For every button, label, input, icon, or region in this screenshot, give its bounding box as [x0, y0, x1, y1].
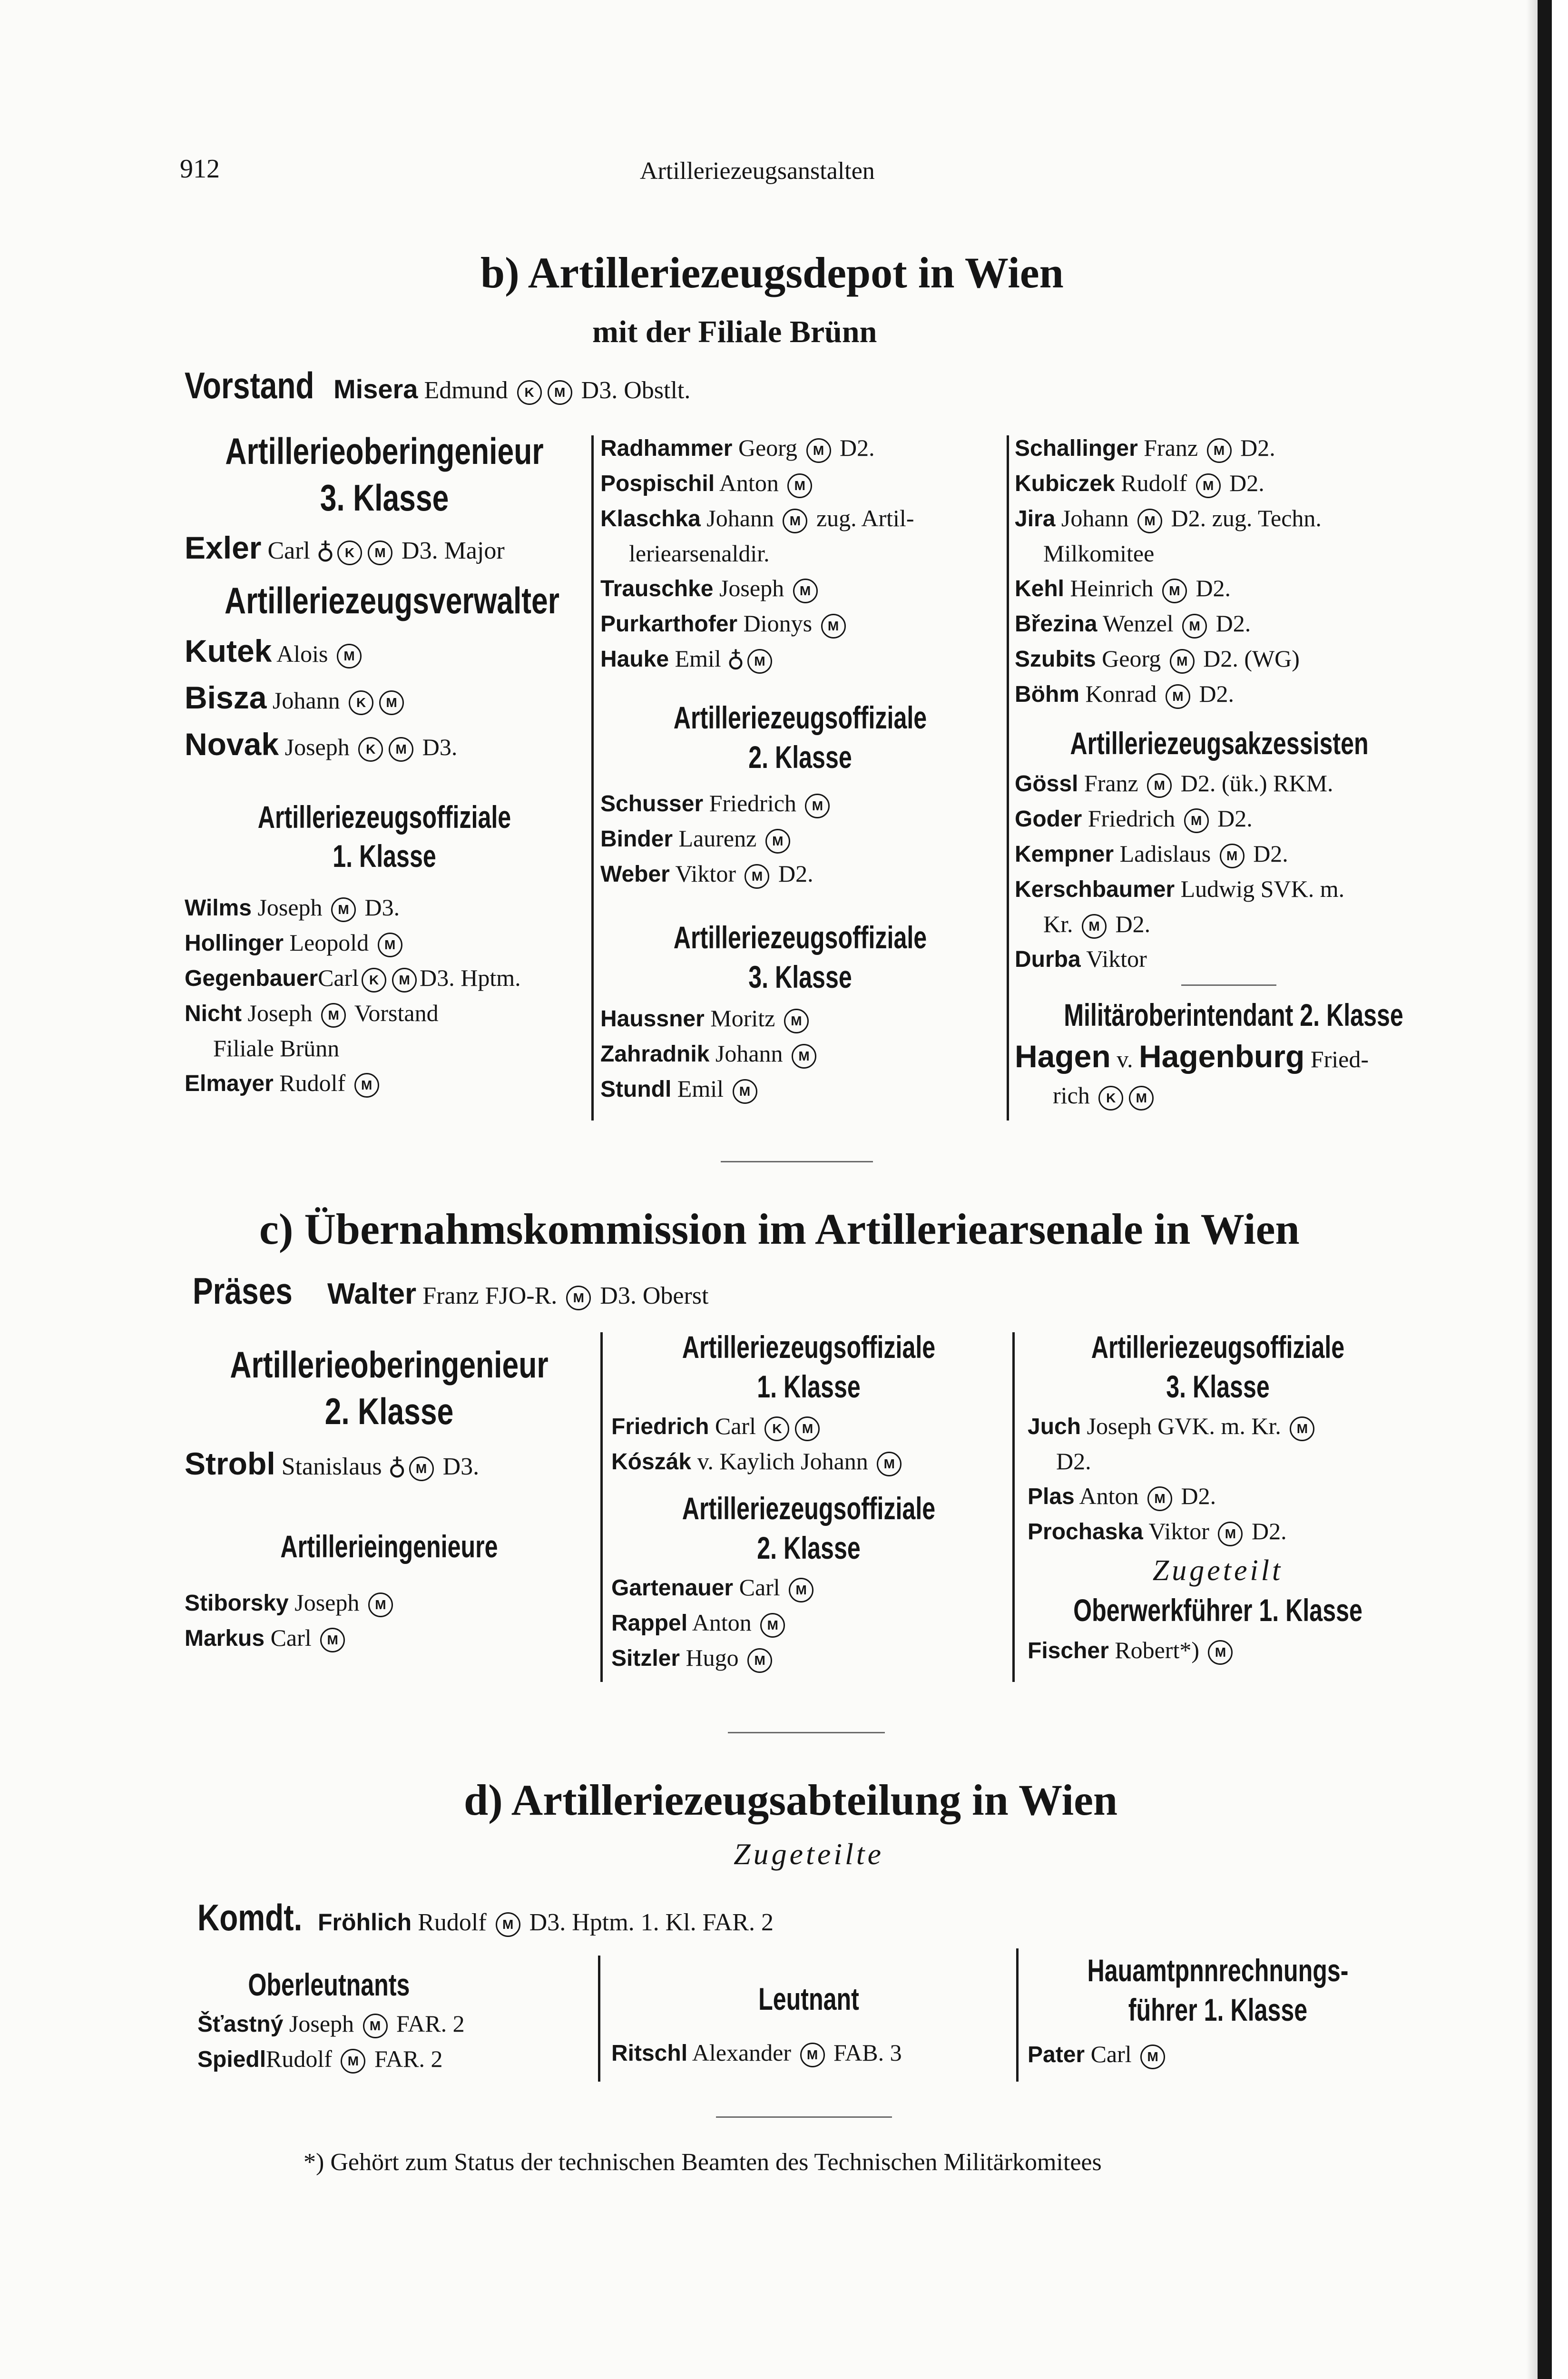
list-item: Kubiczek Rudolf M D2. [1015, 466, 1424, 501]
category-heading: Leutnant [758, 1981, 859, 2016]
m-icon: M [331, 897, 356, 922]
list-item: Rappel Anton M [611, 1605, 1006, 1641]
list-item: Exler Carl ♁ K M D3. Major [185, 530, 505, 565]
category-heading: Artilleriezeugsverwalter [225, 580, 560, 621]
m-icon: M [378, 933, 402, 957]
m-icon: M [783, 509, 807, 533]
m-icon: M [1182, 614, 1207, 639]
m-icon: M [363, 2014, 388, 2038]
list-item: Kerschbaumer Ludwig SVK. m. [1015, 875, 1345, 902]
list-item: Durba Viktor [1015, 945, 1147, 972]
m-icon: M [1170, 649, 1195, 674]
k-icon: K [362, 968, 386, 993]
head-label: Komdt. [197, 1897, 303, 1938]
list-item: Böhm Konrad M D2. [1015, 677, 1424, 712]
page-edge-shadow [1526, 0, 1538, 2379]
m-icon: M [792, 1044, 816, 1069]
list-item: Fischer Robert*) M [1028, 1633, 1408, 1668]
m-icon: M [1129, 1086, 1154, 1111]
list-item-continuation: rich K M [1015, 1078, 1424, 1113]
k-icon: K [349, 690, 373, 715]
section-c-column-2 [611, 1327, 1006, 1676]
category-heading: Artilleriezeugsoffiziale [682, 1491, 936, 1526]
list-item: Elmayer Rudolf M [185, 1066, 584, 1101]
list-item: Prochaska Viktor M D2. [1028, 1514, 1408, 1549]
category-heading: Artillerieoberingenieur [230, 1344, 549, 1386]
scan-border [1538, 0, 1552, 2379]
head-rank: D3. Oberst [600, 1282, 709, 1309]
m-icon: M [379, 690, 404, 715]
section-separator [716, 2116, 892, 2118]
m-icon: M [1218, 1522, 1243, 1546]
m-icon: M [368, 1593, 393, 1617]
m-icon: M [1220, 844, 1245, 868]
separator [1181, 984, 1276, 986]
decoration-icon: ♁ [727, 645, 745, 672]
category-heading: 3. Klasse [748, 959, 852, 994]
list-item: Friedrich Carl K M [611, 1409, 1006, 1444]
section-separator [721, 1161, 873, 1162]
list-item: Goder Friedrich M D2. [1015, 801, 1424, 836]
head-first: Franz FJO-R. [422, 1282, 558, 1309]
zugeteilt-label: Zugeteilt [1152, 1554, 1284, 1587]
decoration-icon: ♁ [316, 537, 335, 564]
m-icon: M [747, 649, 772, 674]
list-item: Weber Viktor M D2. [600, 856, 1000, 892]
list-item: Hauke Emil ♁ M [600, 641, 1000, 677]
m-icon: M [1137, 509, 1162, 533]
m-icon: M [805, 794, 830, 818]
head-name: Fröhlich [318, 1909, 412, 1936]
list-item: Wilms Joseph M D3. [185, 890, 584, 925]
list-item-continuation: Kr. M D2. [1015, 907, 1424, 942]
category-heading: Artilleriezeugsakzessisten [1070, 726, 1369, 761]
section-c-title: c) Übernahmskommission im Artilleriearsenale in Wien [259, 1205, 1300, 1253]
list-item: Strobl Stanislaus ♁ M D3. [185, 1446, 480, 1481]
category-heading: 2. Klasse [324, 1390, 454, 1432]
m-icon: M [1290, 1416, 1314, 1441]
list-item: Trauschke Joseph M [600, 571, 1000, 606]
section-d-title: d) Artilleriezeugsabteilung in Wien [464, 1776, 1118, 1824]
list-item: Stiborsky Joseph M [185, 1585, 594, 1621]
head-rank: D3. Obstlt. [581, 377, 691, 404]
category-heading: Artillerieingenieure [280, 1529, 498, 1564]
list-item: Březina Wenzel M D2. [1015, 606, 1424, 641]
list-item: GegenbauerCarl K M D3. Hptm. [185, 961, 584, 996]
m-icon: M [354, 1073, 379, 1098]
category-heading: Militäroberintendant 2. Klasse [1064, 997, 1403, 1032]
list-item: Kutek Alois M [185, 629, 584, 676]
category-heading: Hauamtpnnrechnungs- [1087, 1953, 1349, 1988]
section-d-column-3 [1028, 1951, 1408, 2072]
list-item: Ritschl Alexander M FAB. 3 [611, 2035, 1006, 2071]
category-heading: 2. Klasse [757, 1530, 861, 1565]
list-item: Juch Joseph GVK. m. Kr. M [1028, 1409, 1408, 1444]
column-divider [1012, 1332, 1015, 1682]
m-icon: M [566, 1286, 591, 1310]
list-item: Jira Johann M D2. zug. Techn. [1015, 501, 1424, 536]
head-label: Präses [193, 1270, 293, 1312]
m-icon: M [320, 1628, 345, 1652]
m-icon: M [321, 1003, 346, 1028]
m-icon: M [548, 380, 572, 405]
list-item: Kószák v. Kaylich Johann M [611, 1444, 1006, 1479]
section-d-subtitle: Zugeteilte [734, 1837, 884, 1871]
category-heading: 1. Klasse [757, 1368, 861, 1404]
list-item: Gartenauer Carl M [611, 1570, 1006, 1605]
list-item-continuation: leriearsenaldir. [629, 540, 770, 567]
column-divider [591, 435, 594, 1121]
category-heading: 2. Klasse [748, 739, 852, 775]
m-icon: M [1140, 2045, 1165, 2069]
section-d-head [197, 1896, 774, 1939]
column-divider [1016, 1948, 1019, 2082]
m-icon: M [496, 1912, 520, 1937]
m-icon: M [821, 614, 846, 639]
list-item: Hollinger Leopold M [185, 925, 584, 961]
category-heading: Oberleutnants [248, 1967, 410, 2002]
section-b-subtitle: mit der Filiale Brünn [592, 315, 877, 349]
m-icon: M [409, 1456, 434, 1481]
category-heading: Artilleriezeugsoffiziale [673, 700, 927, 735]
list-item: Haussner Moritz M [600, 1001, 1000, 1036]
section-b-column-3 [1015, 431, 1424, 1113]
category-heading: Artilleriezeugsoffiziale [682, 1329, 936, 1365]
category-heading: Oberwerkführer 1. Klasse [1073, 1593, 1362, 1628]
decoration-icon: ♁ [388, 1453, 406, 1480]
column-divider [598, 1956, 600, 2082]
section-b-title: b) Artilleriezeugsdepot in Wien [480, 248, 1064, 297]
list-item: Plas Anton M D2. [1028, 1479, 1408, 1514]
list-item: Hagen v. Hagenburg Fried- [1015, 1039, 1369, 1074]
section-b-column-2 [600, 431, 1000, 1107]
m-icon: M [392, 968, 417, 993]
m-icon: M [368, 541, 392, 565]
list-item: Nicht Joseph M Vorstand [185, 996, 584, 1031]
list-item: Schusser Friedrich M [600, 786, 1000, 821]
list-item: Kehl Heinrich M D2. [1015, 571, 1424, 606]
page-number: 912 [180, 154, 220, 184]
m-icon: M [793, 579, 818, 603]
list-item: Szubits Georg M D2. (WG) [1015, 641, 1424, 677]
k-icon: K [1098, 1086, 1123, 1111]
list-item: Schallinger Franz M D2. [1015, 431, 1424, 466]
list-item: Novak Joseph K M D3. [185, 726, 458, 762]
m-icon: M [760, 1613, 785, 1638]
list-item: Gössl Franz M D2. (ük.) RKM. [1015, 766, 1424, 801]
category-heading: führer 1. Klasse [1128, 1992, 1308, 2027]
m-icon: M [877, 1452, 902, 1476]
head-name: Misera [333, 374, 418, 404]
m-icon: M [765, 829, 790, 854]
head-rank: D3. Hptm. 1. Kl. FAR. 2 [529, 1909, 774, 1936]
m-icon: M [337, 644, 362, 668]
list-item: Klaschka Johann M zug. Artil- [600, 501, 1000, 536]
m-icon: M [733, 1079, 757, 1104]
k-icon: K [358, 737, 383, 762]
list-item: Binder Laurenz M [600, 821, 1000, 856]
m-icon: M [1207, 438, 1232, 463]
section-b-column-1 [185, 428, 584, 1101]
list-item: SpiedlRudolf M FAR. 2 [197, 2042, 588, 2077]
m-icon: M [1147, 773, 1172, 798]
list-item: Bisza Johann K M [185, 676, 584, 722]
list-item: Radhammer Georg M D2. [600, 431, 1000, 466]
category-heading: Artilleriezeugsoffiziale [257, 799, 511, 835]
category-heading: 3. Klasse [320, 476, 449, 519]
k-icon: K [764, 1416, 789, 1441]
section-separator [728, 1732, 885, 1733]
running-head: Artilleriezeugsanstalten [640, 157, 875, 185]
head-first: Edmund [424, 377, 508, 404]
m-icon: M [789, 1578, 813, 1602]
category-heading: Artilleriezeugsoffiziale [1091, 1329, 1345, 1365]
list-item: Šťastný Joseph M FAR. 2 [197, 2006, 588, 2042]
head-first: Rudolf [418, 1909, 487, 1936]
category-heading: 3. Klasse [1166, 1368, 1270, 1404]
m-icon: M [1166, 684, 1190, 709]
list-item: Purkarthofer Dionys M [600, 606, 1000, 641]
m-icon: M [1208, 1640, 1233, 1665]
m-icon: M [787, 473, 812, 498]
list-item: Sitzler Hugo M [611, 1641, 1006, 1676]
section-c-column-1 [185, 1342, 594, 1656]
m-icon: M [747, 1648, 772, 1673]
category-heading: Artilleriezeugsoffiziale [673, 920, 927, 955]
list-item-continuation: D2. [1056, 1448, 1091, 1475]
list-item: Pater Carl M [1028, 2037, 1408, 2072]
list-item: Stundl Emil M [600, 1072, 1000, 1107]
m-icon: M [795, 1416, 820, 1441]
column-divider [1007, 435, 1009, 1121]
section-c-column-3 [1028, 1327, 1408, 1668]
m-icon: M [1196, 473, 1221, 498]
m-icon: M [1082, 914, 1107, 939]
list-item: Markus Carl M [185, 1621, 594, 1656]
category-heading: 1. Klasse [333, 838, 436, 874]
list-item: Kempner Ladislaus M D2. [1015, 836, 1424, 872]
k-icon: K [517, 380, 542, 405]
m-icon: M [1147, 1486, 1172, 1511]
footnote: *) Gehört zum Status der technischen Beamten des Technischen Militärkomitees [304, 2149, 1102, 2176]
head-name: Walter [327, 1278, 417, 1310]
section-b-head [185, 364, 690, 407]
k-icon: K [337, 541, 362, 565]
category-heading: Artillerieoberingenieur [225, 430, 544, 472]
head-label: Vorstand [185, 364, 314, 406]
column-divider [600, 1332, 603, 1682]
list-item-continuation: Filiale Brünn [213, 1034, 340, 1062]
m-icon: M [389, 737, 413, 762]
m-icon: M [341, 2049, 365, 2074]
section-d-column-1 [197, 1965, 588, 2077]
list-item: Zahradnik Johann M [600, 1036, 1000, 1072]
list-item: Pospischil Anton M [600, 466, 1000, 501]
m-icon: M [806, 438, 831, 463]
m-icon: M [784, 1009, 809, 1033]
m-icon: M [1162, 579, 1187, 603]
m-icon: M [800, 2043, 825, 2067]
list-item-continuation: Milkomitee [1043, 540, 1155, 567]
section-c-head [193, 1269, 708, 1313]
section-d-column-2 [611, 1979, 1006, 2071]
m-icon: M [745, 864, 769, 889]
m-icon: M [1184, 808, 1209, 833]
